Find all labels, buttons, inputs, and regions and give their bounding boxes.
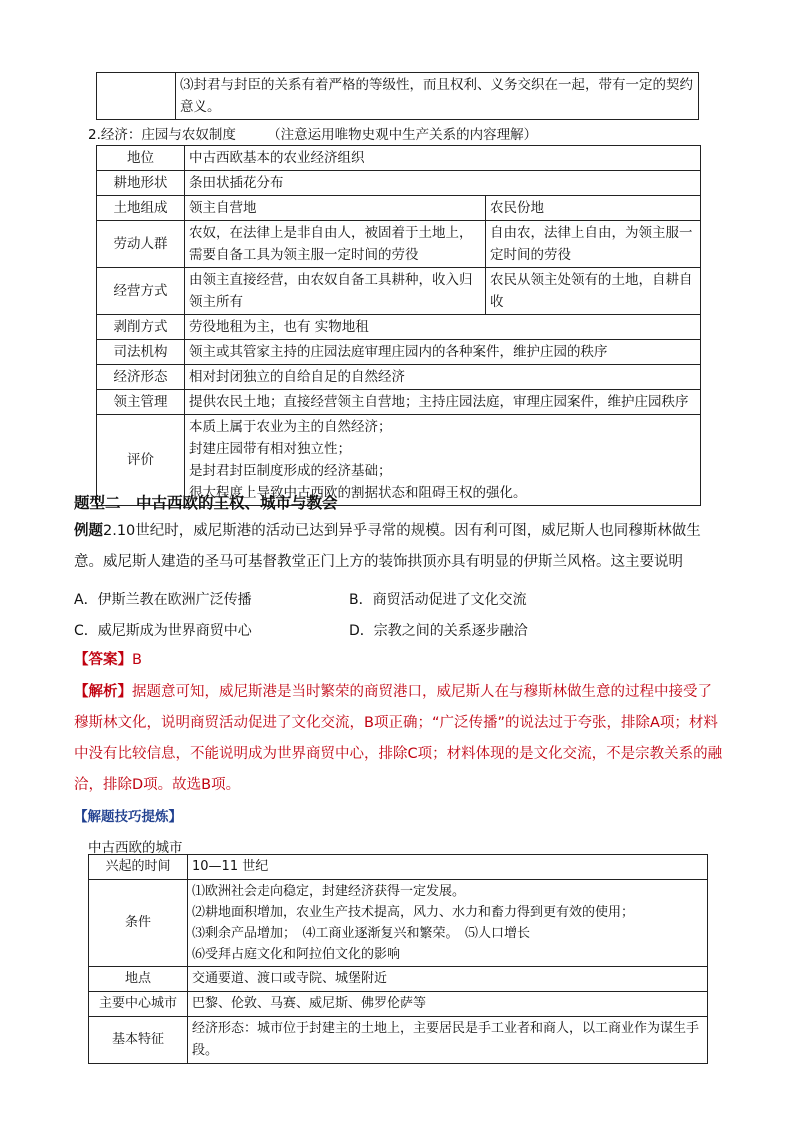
table-row xyxy=(97,340,701,365)
row-value-right: 农民份地 xyxy=(486,196,701,221)
answer-tag: 【答案】 xyxy=(74,652,132,668)
manor-table xyxy=(96,145,701,506)
row-label: 司法机构 xyxy=(97,340,185,365)
table-row xyxy=(97,268,701,315)
row-value: 领主或其管家主持的庄园法庭审理庄园内的各种案件，维护庄园的秩序 xyxy=(185,340,701,365)
table-row xyxy=(97,171,701,196)
table-row xyxy=(89,880,708,967)
condition-line: ⑴欧洲社会走向稳定，封建经济获得一定发展。 xyxy=(192,884,466,899)
row-label: 领主管理 xyxy=(97,390,185,415)
row-label: 基本特征 xyxy=(89,1017,188,1064)
row-value-left: 由领主直接经营，由农奴自备工具耕种，收入归领主所有 xyxy=(185,268,486,315)
option-c: C．威尼斯成为世界商贸中心 xyxy=(74,623,252,639)
row-label: 剥削方式 xyxy=(97,315,185,340)
row-value: 交通要道、渡口或寺院、城堡附近 xyxy=(188,967,708,992)
row-label: 土地组成 xyxy=(97,196,185,221)
feudal-system-table xyxy=(96,72,699,120)
row-label: 条件 xyxy=(89,880,188,967)
table-row xyxy=(97,146,701,171)
analysis xyxy=(74,677,724,801)
table-row xyxy=(89,992,708,1017)
row-value-left: 领主自营地 xyxy=(185,196,486,221)
economy-heading: 2.经济：庄园与农奴制度 xyxy=(88,127,236,143)
row-value: 10—11 世纪 xyxy=(188,855,708,880)
section-heading xyxy=(88,124,537,146)
table-row xyxy=(89,967,708,992)
table-row xyxy=(97,221,701,268)
condition-line: ⑹受拜占庭文化和阿拉伯文化的影响 xyxy=(192,947,401,962)
row-label: 兴起的时间 xyxy=(89,855,188,880)
table-row xyxy=(97,390,701,415)
row-label: 主要中心城市 xyxy=(89,992,188,1017)
row-label: 评价 xyxy=(97,415,185,506)
table-row xyxy=(89,1017,708,1064)
condition-line: ⑵耕地面积增加，农业生产技术提高，风力、水力和畜力得到更有效的使用； xyxy=(192,905,635,920)
condition-line: ⑶剩余产品增加； ⑷工商业逐渐复兴和繁荣。 ⑸人口增长 xyxy=(192,926,531,941)
table-row xyxy=(97,73,699,120)
table-row xyxy=(89,855,708,880)
table-row xyxy=(97,196,701,221)
answer-value: B xyxy=(132,652,142,668)
row-label: 经营方式 xyxy=(97,268,185,315)
row-value: 巴黎、伦敦、马赛、威尼斯、佛罗伦萨等 xyxy=(188,992,708,1017)
tips-heading: 【解题技巧提炼】 xyxy=(74,809,182,825)
table-cell: ⑶封君与封臣的关系有着严格的等级性，而且权利、义务交织在一起，带有一定的契约意义。 xyxy=(176,73,699,120)
option-b: B．商贸活动促进了文化交流 xyxy=(349,592,527,608)
row-value-right: 农民从领主处领有的土地，自耕自收 xyxy=(486,268,701,315)
row-value: 相对封闭独立的自给自足的自然经济 xyxy=(185,365,701,390)
example-label: 例题 xyxy=(74,523,103,539)
row-value: 提供农民土地；直接经营领主自营地；主持庄园法庭，审理庄园案件，维护庄园秩序 xyxy=(185,390,701,415)
city-table xyxy=(88,854,708,1064)
example-text: 2.10世纪时，威尼斯港的活动已达到异乎寻常的规模。因有利可图，威尼斯人也同穆斯林做生意。威尼斯人建造的圣马可基督教堂正门上方的装饰拱顶亦具有明显的伊斯兰风格。这主要说明 xyxy=(74,523,701,570)
row-label: 劳动人群 xyxy=(97,221,185,268)
row-value-left: 农奴，在法律上是非自由人，被固着于土地上，需要自备工具为领主服一定时间的劳役 xyxy=(185,221,486,268)
row-label: 地位 xyxy=(97,146,185,171)
answer xyxy=(74,645,724,676)
row-value: 经济形态：城市位于封建主的土地上，主要居民是手工业者和商人，以工商业作为谋生手段。 xyxy=(188,1017,708,1064)
row-label: 经济形态 xyxy=(97,365,185,390)
row-value: 条田状插花分布 xyxy=(185,171,701,196)
row-value: 中古西欧基本的农业经济组织 xyxy=(185,146,701,171)
evaluation-line: 是封君封臣制度形成的经济基础； xyxy=(189,463,392,479)
table-row xyxy=(97,365,701,390)
city-table-caption: 中古西欧的城市 xyxy=(88,840,183,856)
evaluation-line: 很大程度上导致中古西欧的割据状态和阻碍王权的强化。 xyxy=(189,485,527,501)
option-d: D．宗教之间的关系逐步融洽 xyxy=(349,623,528,639)
empty-label-cell xyxy=(97,73,176,120)
evaluation-line: 封建庄园带有相对独立性； xyxy=(189,441,351,457)
economy-note: （注意运用唯物史观中生产关系的内容理解） xyxy=(267,127,538,143)
row-value-right: 自由农，法律上自由，为领主服一定时间的劳役 xyxy=(486,221,701,268)
option-a: A．伊斯兰教在欧洲广泛传播 xyxy=(74,592,252,608)
row-label: 地点 xyxy=(89,967,188,992)
table-row xyxy=(97,315,701,340)
analysis-text: 据题意可知，威尼斯港是当时繁荣的商贸港口，威尼斯人在与穆斯林做生意的过程中接受了穆斯林文化，说明商贸活动促进了文化交流，B项正确；“广泛传播”的说法过于夸张，排除A项；材料中没有比较信息，不能说明成为世界商贸中心，排除C项；材料体现的是文化交流，不是宗教关系的融洽，排除D项。故选B项。 xyxy=(74,684,723,793)
analysis-tag: 【解析】 xyxy=(74,684,132,700)
row-value-lines xyxy=(188,880,708,967)
section-title: 题型二 中古西欧的王权、城市与教会 xyxy=(74,493,338,512)
row-value: 劳役地租为主，也有 实物地租 xyxy=(185,315,701,340)
evaluation-line: 本质上属于农业为主的自然经济； xyxy=(189,419,392,435)
example-question xyxy=(74,516,724,578)
row-label: 耕地形状 xyxy=(97,171,185,196)
